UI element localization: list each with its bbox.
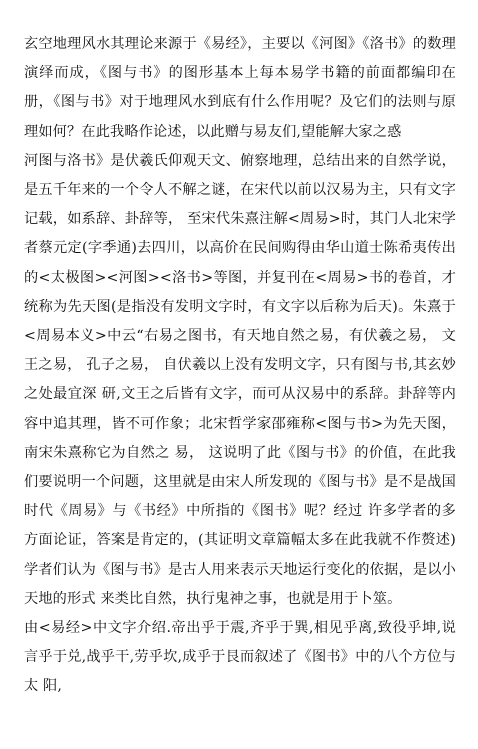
paragraph-hetu-luoshu: 河图与洛书》是伏羲氏仰观天文、俯察地理，总结出来的自然学说，是五千年来的一个令人不解之谜，在宋代以前以汉易为主，只有文字记载，如系辞、卦辞等， 至宋代朱熹注解<周易>时，其门人北宋学者蔡元定(字季通)去四川，以高价在民间购得由华山道士陈希夷传出的<太极图><河图><洛书>等图，并复刊在<周易>书的卷首，才统称为先天图(是指没有发明文字时，有文字以后称为后天)。朱熹于 <周易本义>中云“右易之图书，有天地自然之易，有伏羲之易， 文王之易， 孔子之易， 自伏羲以上没有发明文字，只有图与书,其玄妙之处最宜深 研,文王之后皆有文字，而可从汉易中的系辞。卦辞等内容中追其理，皆不可作象；北宋哲学家邵雍称<图与书>为先天图，南宋朱熹称它为自然之 易， 这说明了此《图与书》的价值，在此我们要说明一个问题，这里就是由宋人所发现的《图与书》是不是战国时代《周易》与《书经》中所指的《图书》呢？经过 许多学者的多方面论证，答案是肯定的，(其证明文章篇幅太多在此我就不作赘述)学者们认为《图与书》是古人用来表示天地运行变化的依据，是以小天地的形式 来类比自然，执行鬼神之事，也就是用于卜筮。 xyxy=(24,152,456,607)
paragraph-yijing-bagua: 由<易经>中文字介绍.帝出乎于震,齐乎于巽,相见乎离,致役乎坤,说言乎于兑,战乎干,劳乎坎,成乎于艮而叙述了《图书》中的八个方位与太 阳, xyxy=(24,620,456,695)
paragraph-intro: 玄空地理风水其理论来源于《易经》，主要以《河图》《洛书》的数理演绎而成，《图与书》的图形基本上每本易学书籍的前面都编印在册，《图与书》对于地理风水到底有什么作用呢？及它们的法则与原理如何？在此我略作论述，以此赠与易友们,望能解大家之惑 xyxy=(24,36,456,140)
